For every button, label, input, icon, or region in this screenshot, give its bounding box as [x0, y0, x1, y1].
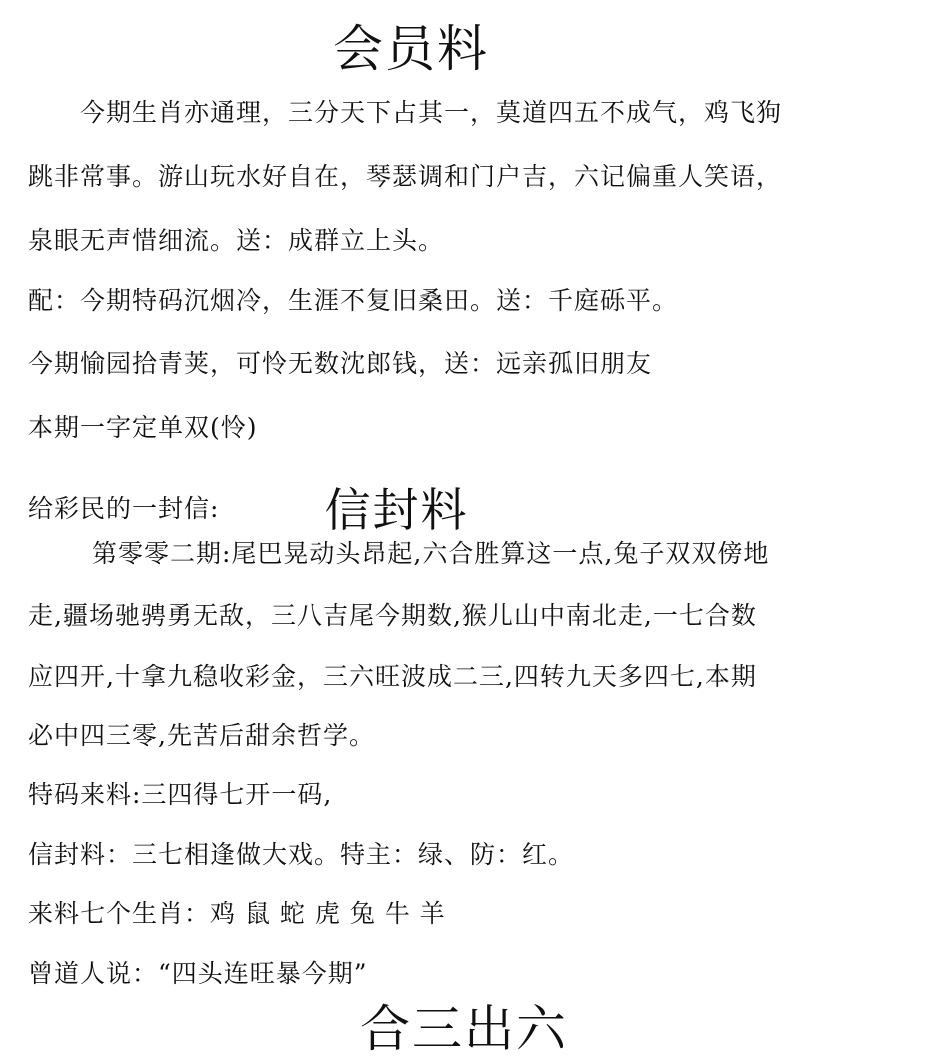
letter-line-4: 必中四三零,先苦后甜余哲学。 — [28, 721, 375, 750]
member-line-2: 跳非常事。游山玩水好自在，琴瑟调和门户吉，六记偏重人笑语， — [28, 162, 783, 191]
letter-line-2: 走,疆场驰骋勇无敌，三八吉尾今期数,猴儿山中南北走,一七合数 — [28, 601, 757, 630]
member-line-3: 泉眼无声惜细流。送：成群立上头。 — [28, 226, 445, 255]
letter-line-8: 曾道人说：“四头连旺暴今期” — [28, 959, 368, 988]
letter-label: 给彩民的一封信: — [28, 494, 220, 523]
letter-line-5: 特码来料:三四得七开一码, — [28, 780, 333, 809]
letter-heading-row — [28, 474, 469, 540]
member-line-5: 今期愉园拾青荚，可怜无数沈郎钱，送：远亲孤旧朋友 — [28, 349, 653, 378]
member-line-1: 今期生肖亦通理，三分天下占其一，莫道四五不成气，鸡飞狗 — [80, 98, 783, 127]
letter-section-title: 信封料 — [324, 483, 469, 537]
member-line-4: 配：今期特码沉烟冷，生涯不复旧桑田。送：千庭砾平。 — [28, 286, 679, 315]
member-line-6: 本期一字定单双(怜) — [28, 413, 258, 442]
letter-line-3: 应四开,十拿九稳收彩金，三六旺波成二三,四转九天多四七,本期 — [28, 662, 757, 691]
letter-line-6: 信封料：三七相逢做大戏。特主：绿、防：红。 — [28, 840, 575, 869]
bottom-title: 合三出六 — [360, 1000, 568, 1058]
letter-line-7: 来料七个生肖：鸡 鼠 蛇 虎 兔 牛 羊 — [28, 899, 446, 928]
letter-line-1: 第零零二期:尾巴晃动头昂起,六合胜算这一点,兔子双双傍地 — [92, 539, 770, 568]
member-section-title: 会员料 — [333, 20, 489, 78]
